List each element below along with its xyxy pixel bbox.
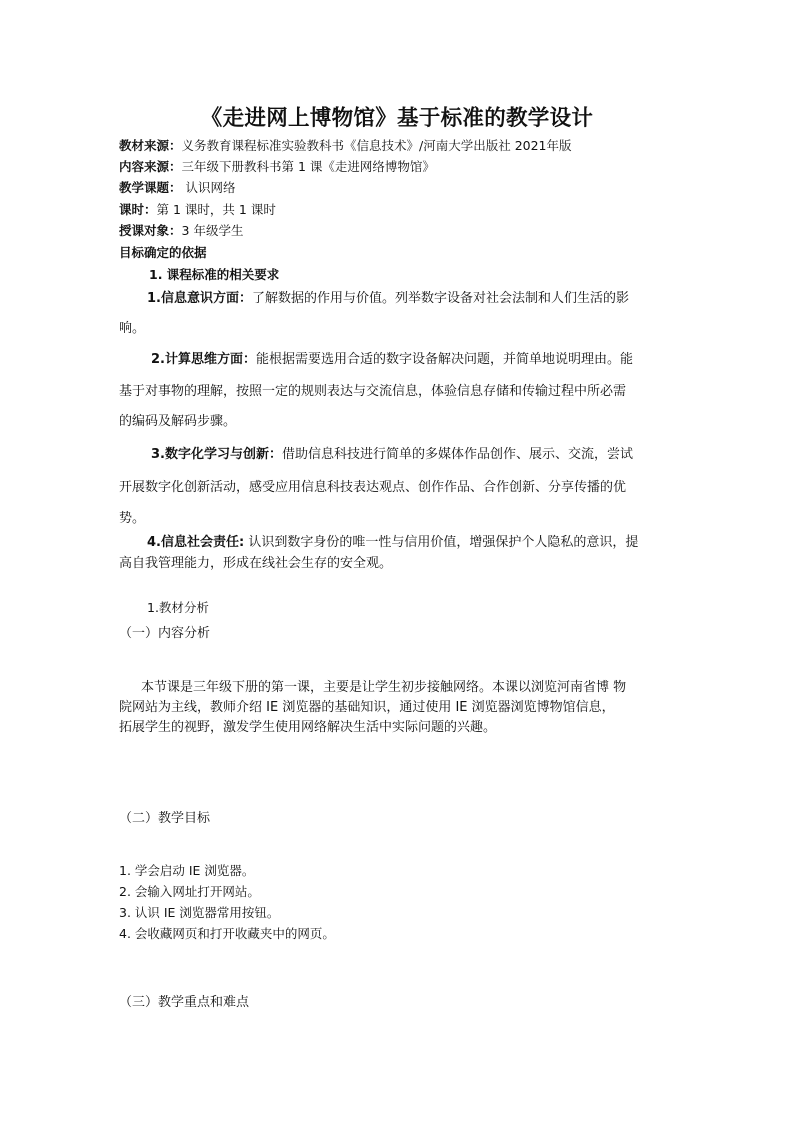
requirement-2-line-1 bbox=[151, 346, 633, 374]
requirement-1-line-2: 响。 bbox=[119, 321, 146, 336]
meta-label: 课时： bbox=[119, 202, 157, 217]
requirement-3-line-3: 势。 bbox=[119, 511, 146, 526]
meta-label: 教材来源： bbox=[119, 138, 182, 153]
requirement-label: 2.计算思维方面： bbox=[151, 352, 256, 367]
basis-heading: 目标确定的依据 bbox=[119, 245, 207, 260]
requirement-1-line-1 bbox=[147, 285, 629, 313]
meta-label: 内容来源： bbox=[119, 159, 182, 174]
content-analysis-line-1: 本节课是三年级下册的第一课，主要是让学生初步接触网络。本课以浏览河南省博 物 bbox=[141, 680, 627, 695]
content-analysis-line-3: 拓展学生的视野，激发学生使用网络解决生活中实际问题的兴趣。 bbox=[119, 720, 497, 735]
standards-heading: 1. 课程标准的相关要求 bbox=[149, 267, 280, 282]
meta-topic bbox=[119, 179, 236, 197]
meta-value: 第 1 课时，共 1 课时 bbox=[156, 202, 276, 217]
requirement-text: 认识到数字身份的唯一性与信用价值，增强保护个人隐私的意识，提 bbox=[244, 535, 639, 550]
key-points-heading: （三）教学重点和难点 bbox=[119, 995, 250, 1010]
meta-value: 认识网络 bbox=[181, 180, 236, 195]
requirement-text: 借助信息科技进行简单的多媒体作品创作、展示、交流，尝试 bbox=[281, 447, 633, 462]
objective-item: 4. 会收藏网页和打开收藏夹中的网页。 bbox=[119, 926, 335, 941]
meta-audience bbox=[119, 222, 243, 240]
requirement-label: 4.信息社会责任: bbox=[147, 535, 245, 550]
requirement-4-line-2: 高自我管理能力，形成在线社会生存的安全观。 bbox=[119, 556, 393, 571]
content-analysis-line-2: 院网站为主线，教师介绍 IE 浏览器的基础知识，通过使用 IE 浏览器浏览博物馆信息， bbox=[119, 700, 615, 715]
requirement-3-line-1 bbox=[151, 441, 633, 469]
document-title: 《走进网上博物馆》基于标准的教学设计 bbox=[200, 106, 594, 131]
objective-item: 3. 认识 IE 浏览器常用按钮。 bbox=[119, 905, 280, 920]
requirement-3-line-2: 开展数字化创新活动，感受应用信息科技表达观点、创作作品、合作创新、分享传播的优 bbox=[119, 480, 627, 495]
meta-label: 授课对象： bbox=[119, 223, 182, 238]
meta-source bbox=[119, 137, 572, 155]
textbook-analysis-heading: 1.教材分析 bbox=[147, 600, 209, 615]
meta-value: 三年级下册教科书第 1 课《走进网络博物馆》 bbox=[181, 159, 435, 174]
objective-item: 1. 学会启动 IE 浏览器。 bbox=[119, 863, 255, 878]
requirement-label: 1.信息意识方面： bbox=[147, 291, 252, 306]
requirement-text: 能根据需要选用合适的数字设备解决问题，并简单地说明理由。能 bbox=[255, 352, 633, 367]
meta-periods bbox=[119, 201, 276, 219]
requirement-2-line-3: 的编码及解码步骤。 bbox=[119, 414, 237, 429]
content-analysis-heading: （一）内容分析 bbox=[119, 626, 211, 641]
meta-value: 3 年级学生 bbox=[181, 223, 244, 238]
requirement-text: 了解数据的作用与价值。列举数字设备对社会法制和人们生活的影 bbox=[251, 291, 629, 306]
objectives-heading: （二）教学目标 bbox=[119, 811, 211, 826]
requirement-label: 3.数字化学习与创新： bbox=[151, 447, 282, 462]
meta-label: 教学课题： bbox=[119, 180, 182, 195]
objective-item: 2. 会输入网址打开网站。 bbox=[119, 884, 260, 899]
meta-content-source bbox=[119, 158, 435, 176]
meta-value: 义务教育课程标准实验教科书《信息技术》/河南大学出版社 2021年版 bbox=[181, 138, 572, 153]
requirement-2-line-2: 基于对事物的理解，按照一定的规则表达与交流信息，体验信息存储和传输过程中所必需 bbox=[119, 384, 627, 399]
